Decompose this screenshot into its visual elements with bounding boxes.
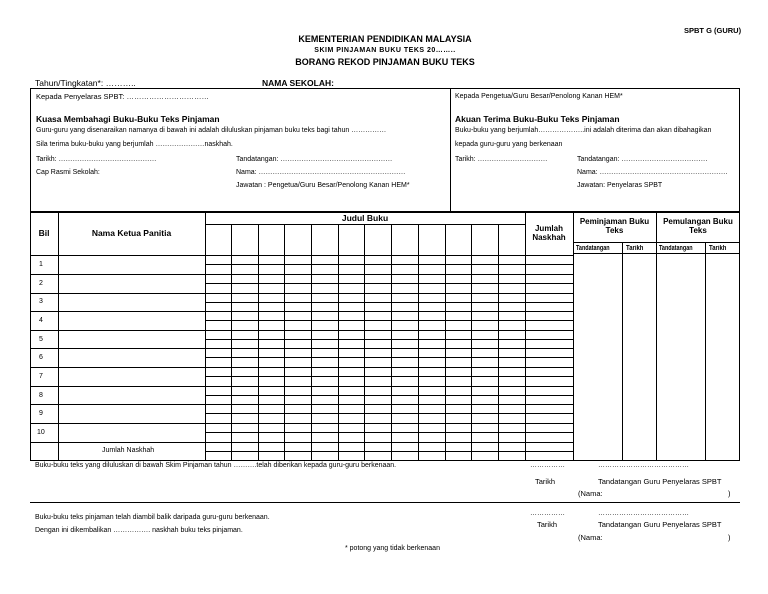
school-label: NAMA SEKOLAH: [262,78,334,88]
row-number: 4 [39,317,43,324]
date-label-1: Tarikh [535,477,556,486]
approved-statement: Buku-buku teks yang diluluskan di bawah Skim Pinjaman tahun ……….telah diberikan kepada guru-guru berkenaan. [35,462,397,469]
sub-sign1: Tandatangan [576,245,610,252]
right-signature: Tandatangan: ………………………………. [577,156,708,163]
row-number: 6 [39,354,43,361]
right-heading: Akuan Terima Buku-Buku Teks Pinjaman [455,114,620,124]
name-close-1: ) [728,489,731,498]
col-name: Nama Ketua Panitia [91,228,172,238]
right-recipient: Kepada Pengetua/Guru Besar/Penolong Kanan HEM* [455,93,623,100]
sub-sign2: Tandatangan [659,245,693,252]
signature-dots-1: ………………………………… [598,462,689,469]
col-bil: Bil [38,228,50,238]
col-pinjam: Peminjaman Buku Teks [579,217,650,236]
row-number: 8 [39,392,43,399]
col-jumlah: Jumlah Naskhah [532,224,566,243]
left-para2: Sila terima buku-buku yang berjumlah …………………naskhah. [36,141,233,148]
left-date: Tarikh: …………………………………… [36,156,157,163]
signature-dots-2: ………………………………… [598,510,689,517]
left-recipient: Kepada Penyelaras SPBT: …………………………… [36,92,209,101]
scheme-title: SKIM PINJAMAN BUKU TEKS 20…….. [314,47,456,54]
left-para1: Guru-guru yang disenaraikan namanya di bawah ini adalah diluluskan pinjaman buku teks bagi tahun …………… [36,127,387,134]
row-number: 9 [39,410,43,417]
name-close-2: ) [728,533,731,542]
right-para2: kepada guru-guru yang berkenaan [455,141,563,148]
row-number: 3 [39,298,43,305]
signature-label-1: Tandatangan Guru Penyelaras SPBT [598,477,722,486]
footnote: * potong yang tidak berkenaan [345,545,440,552]
row-number: 1 [39,261,43,268]
date-label-2: Tarikh [537,520,558,529]
date-dots-1: …………… [530,462,565,469]
signature-label-2: Tandatangan Guru Penyelaras SPBT [598,520,722,529]
authorization-box [30,88,740,212]
form-title: BORANG REKOD PINJAMAN BUKU TEKS [295,57,475,67]
row-number: 5 [39,336,43,343]
left-signature: Tandatangan: ………………………………………… [236,156,393,163]
right-date: Tarikh: ………………………… [455,156,548,163]
sub-date2: Tarikh [709,245,727,252]
row-number: 7 [39,373,43,380]
row-number: 2 [39,280,43,287]
row-number: 10 [37,429,45,436]
name-label-2: (Nama: [578,533,603,542]
ministry-title: KEMENTERIAN PENDIDIKAN MALAYSIA [298,34,472,44]
form-code: SPBT G (GURU) [684,26,742,35]
sub-date1: Tarikh [626,245,644,252]
year-label: Tahun/Tingkatan*: ……….. [35,78,136,88]
total-label: Jumlah Naskhah [102,447,155,454]
left-stamp: Cap Rasmi Sekolah: [36,169,100,176]
left-heading: Kuasa Membahagi Buku-Buku Teks Pinjaman [36,114,220,124]
right-name: Nama: ………………………………………………. [577,169,728,176]
col-pulang: Pemulangan Buku Teks [663,217,733,236]
left-name: Nama: ……………………………………………………… [236,169,406,176]
col-title: Judul Buku [341,213,389,223]
name-label-1: (Nama: [578,489,603,498]
returned-count: Dengan ini dikembalikan ……………. naskhah buku teks pinjaman. [35,527,243,534]
right-position: Jawatan: Penyelaras SPBT [577,182,663,189]
right-para1: Buku-buku yang berjumlah………………..ini adalah diterima dan akan dibahagikan [455,127,712,134]
returned-statement: Buku-buku teks pinjaman telah diambil balik daripada guru-guru berkenaan. [35,514,270,521]
date-dots-2: …………… [530,510,565,517]
left-position: Jawatan : Pengetua/Guru Besar/Penolong Kanan HEM* [236,182,410,189]
